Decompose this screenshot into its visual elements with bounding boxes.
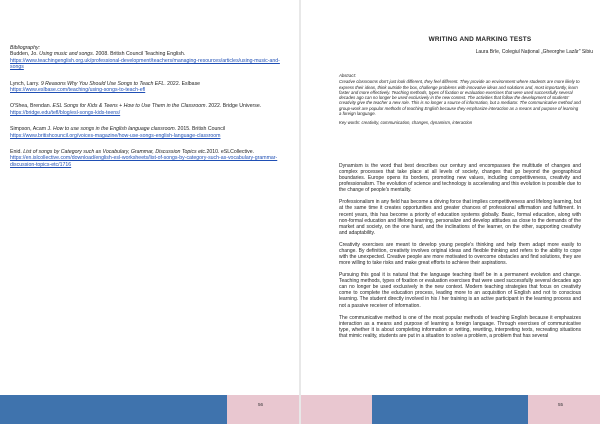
paragraph: Pursuing this goal it is natural that the language teaching itself be in a permanent evolution and change. Teaching methods, types of fixation or evaluation exercises that were used successfully several decades ago can no longer be used exclusively in the new context. Modern teaching strategies that focus on creativity come to complete the education process, leading more to an acquisition of English and not to conscious learning. The student directly involved in his / her training is an active participant in the learning process and not a passive receiver of information. [339, 272, 581, 309]
bibliography-label: Bibliography: [10, 45, 40, 51]
bib-link[interactable]: https://bridge.edu/tefl/blog/esl-songs-kids-teens/ [10, 109, 121, 116]
page-number-left: 56 [258, 402, 264, 407]
bib-link[interactable]: https://en.islcollective.com/download/english-esl-worksheets/list-of-songs-by-category-such-as-vocabulary-grammar-discussion-topics-etc/1716 [10, 155, 278, 168]
bibliography [10, 45, 282, 178]
bib-entry: Lynch, Larry. 9 Reasons Why You Should Use Songs to Teach EFL. 2022. Eslbase https://www.eslbase.com/teaching/using-songs-to-teach-efl [10, 80, 201, 94]
bib-link[interactable]: https://www.eslbase.com/teaching/using-songs-to-teach-efl [10, 87, 146, 94]
paragraph: The communicative method is one of the most popular methods of teaching English because it emphasizes interaction as a means and purpose of learning a foreign language. Through exercises of communicative type, whether it is about completing information or writing, rewriting, interpreting texts, recreating situations that mimic reality, students are put in a situation to solve a problem, a problem that has several [339, 314, 581, 339]
keywords: Key words: creativity, communication, changes, dynamism, interaction [339, 120, 473, 126]
paragraph: Creativity exercises are meant to develop young people's thinking and help them adapt more easily to change. By definition, creativity involves original ideas and flexible thinking and refers to the ability to cope with the unexpected. Creative people are more motivated to overcome obstacles and find solutions, they are more willing to take risks and make great efforts to achieve their aspirations. [339, 241, 581, 267]
bib-entry: O'Shea, Brendan. ESL Songs for Kids & Teens + How to Use Them in the Classroom. 2022. Bridge Universe. https://bridge.edu/tefl/blog/esl-songs-kids-teens/ [10, 103, 262, 116]
paragraph: Dynamism is the word that best describes our century and encompasses the multitude of changes and complex processes that take place at all levels of society, changes that go beyond the geographical boundaries. Europe opens its borders, promoting new values, including competitiveness, creativity and professionalism. The evolution of science and technology is accelerating and this evolution is possible due to the change of people's mentality. [339, 163, 581, 194]
article-author: Laura Brîe, Colegiul Național „Gheorghe Lazăr" Sibiu [475, 49, 593, 55]
right-footer-end [528, 395, 600, 424]
abstract-text: Creative classrooms don't just look different, they feel different. They provide an environment where students are more likely to express their ideas, think outside the box, challenge problems with innovative ideas and solutions and, most importantly, learn faster and more effectively. Teaching methods, types of fixation or evaluation exercises that were used successfully several decades ago can no longer be used exclusively in the new context. The activities that follow the development of students' creativity give the teacher a new role. This is no longer a source of information, but a mediator. The communicative method and group-work are popular methods of teaching English because they emphasize interaction as a means and purpose of learning a foreign language. [339, 79, 581, 117]
bib-link[interactable]: https://www.britishcouncil.org/voices-magazine/how-use-songs-english-language-classroom [10, 132, 221, 139]
article-body [339, 163, 581, 345]
bib-entry: Budden, Jo. Using music and songs. 2008. British Council Teaching English. https://www.teachingenglish.org.uk/professional-development/teachers/managing-resources/articles/using-music-and-songs [10, 51, 280, 71]
bib-entry: Enid. List of songs by Category such as Vocabulary, Grammar, Discussion Topics etc.2010. eSLCollective. https://en.islcollective.com/download/english-esl-worksheets/list-of-songs-by-category-such-as-vocabulary-grammar-discussion-topics-etc/1716 [10, 149, 278, 168]
article-title: WRITING AND MARKING TESTS [428, 36, 532, 43]
abstract-label: Abstract: [339, 73, 356, 78]
left-footer-tab [227, 395, 299, 424]
paragraph: Professionalism in any field has become a driving force that implies competitiveness and lifelong learning, but at the same time it creates opportunities and greater chances of professional affirmation and fulfilment. In recent years, this has become a priority of education systems globally. Basic, formal education, along with non-formal education and lifelong learning, personalize and develop attitudes as close to the demands of the market and society, on the one hand, and the inclinations of the learner, on the other, supporting creativity and adaptability. [339, 199, 581, 236]
bib-link[interactable]: https://www.teachingenglish.org.uk/professional-development/teachers/managing-resources/articles/using-music-and-songs [10, 57, 280, 71]
left-footer-bar [0, 395, 227, 424]
abstract [339, 73, 581, 126]
right-footer-bar [372, 395, 528, 424]
page-number-right: 55 [558, 402, 564, 407]
bib-entry: Simpson, Acam J. How to use songs in the English language classroom. 2015. British Council https://www.britishcouncil.org/voices-magazine/how-use-songs-english-language-classroom [10, 126, 226, 139]
right-footer-tab [301, 395, 372, 424]
